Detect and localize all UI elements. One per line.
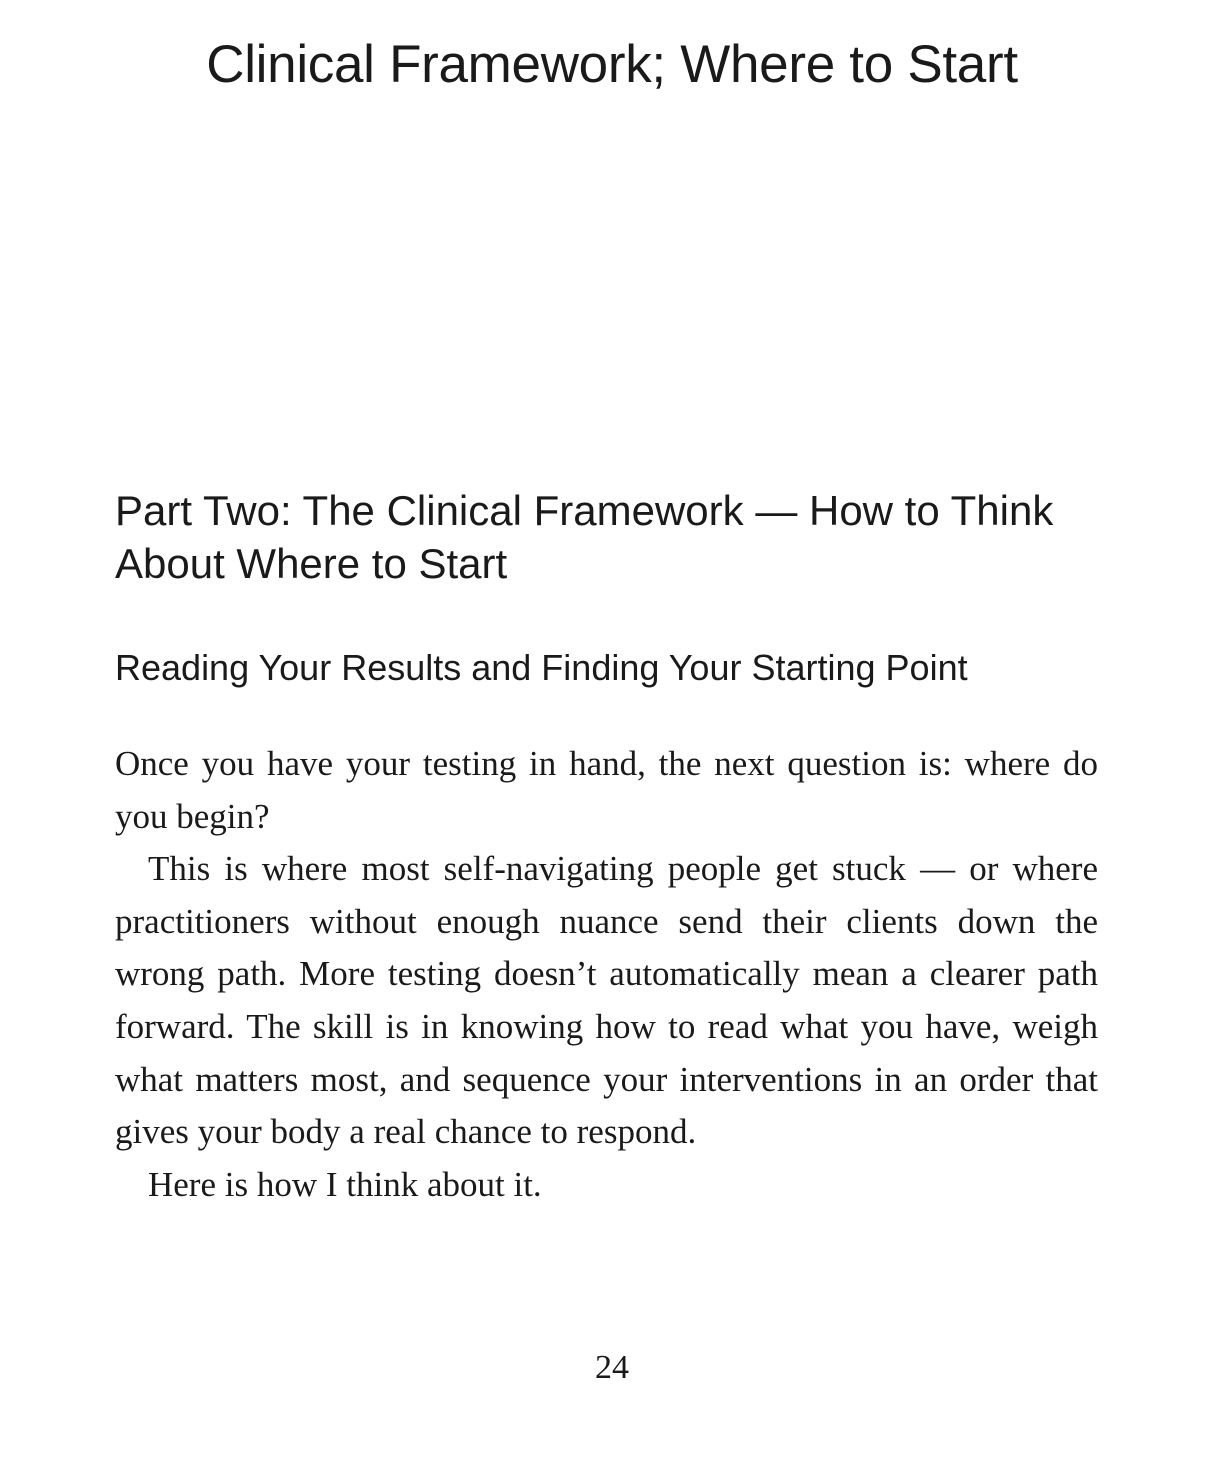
paragraph-1: Once you have your testing in hand, the next question is: where do you begin? bbox=[115, 744, 1098, 836]
body-text bbox=[115, 738, 1098, 1211]
section-title: Reading Your Results and Finding Your Starting Point bbox=[115, 647, 968, 688]
part-title: Part Two: The Clinical Framework — How to Think About Where to Start bbox=[115, 487, 1054, 587]
running-header: Clinical Framework; Where to Start bbox=[206, 35, 1018, 94]
paragraph-2: This is where most self-navigating people get stuck — or where practitioners without enough nuance send their clients down the wrong path. More testing doesn’t automatically mean a clearer path forward. The skill is in knowing how to read what you have, weigh what matters most, and sequence your interventions in an order that gives your body a real chance to respond. bbox=[115, 849, 1098, 1152]
page-content bbox=[115, 484, 1098, 1211]
paragraph-3: Here is how I think about it. bbox=[148, 1164, 542, 1204]
page-number: 24 bbox=[595, 1349, 629, 1386]
